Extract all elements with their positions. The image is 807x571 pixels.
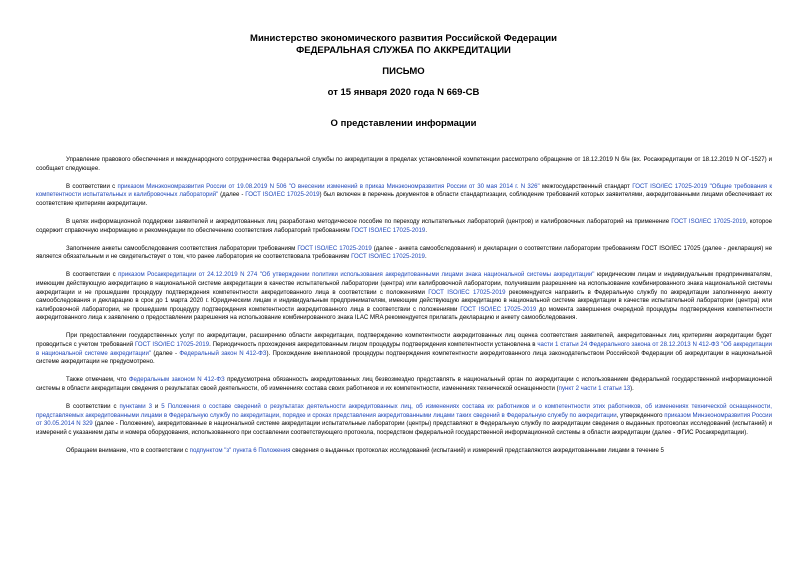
paragraph-text: ). bbox=[630, 384, 634, 392]
paragraph-text: ) был включен в перечень документов в области стандартизации, соблюдение требований которых заявителями, аккредитованными лицами обеспечивает их соответствие критериям аккредитации. bbox=[36, 191, 773, 207]
order-506-link[interactable]: приказом Минэкономразвития России от 19.08.2019 N 506 "О внесении изменений в приказ Минэкономразвития России от 30 мая 2014 г. N 326" bbox=[117, 182, 540, 190]
service-heading: ФЕДЕРАЛЬНАЯ СЛУЖБА ПО АККРЕДИТАЦИИ bbox=[296, 45, 511, 56]
paragraph-9 bbox=[36, 447, 772, 456]
gost-17025-link[interactable]: ГОСТ ISO/IEC 17025-2019 bbox=[134, 341, 210, 348]
paragraph-4 bbox=[36, 245, 772, 262]
paragraph-text: В целях информационной поддержки заявителей и аккредитованных лиц разработано методическое пособие по переходу испытательных лабораторий (центров) и калибровочных лабораторий на применение bbox=[66, 217, 672, 225]
law-412-link[interactable]: Федеральный закон N 412-ФЗ bbox=[179, 349, 267, 357]
document-type-heading: ПИСЬМО bbox=[382, 66, 425, 77]
paragraph-text: сведения о выданных протоколах исследований (испытаний) и измерений представляются аккредитованными лицами в течение 5 bbox=[290, 446, 664, 454]
regulation-point-5-link[interactable]: 5 Положения о составе сведений о результатах деятельности аккредитованных лиц, об изменениях состава их работников и о компетентности этих работников, об изменениях технической оснащенности, представляемых аккредитованными лицами в Федеральную службу по аккредитации, порядке и сроках представления аккредитованными лицами таких сведений в Федеральную службу по аккредитации bbox=[36, 402, 772, 419]
paragraph-text: (далее - Положение), аккредитованные в национальной системе аккредитации испытательные лаборатории (центры) представляют в Федеральную службу по аккредитации сведения о выданных протоколах исследований (испытаний) и измерений с указанием даты и номера оборудования, использованного при составлении соответствующего протокола, посредством федеральной государственной информационной системы в области аккредитации (далее - ФГИС Росаккредитации). bbox=[36, 420, 772, 436]
paragraph-text: . Периодичность прохождения аккредитованным лицом процедуры подтверждения компетентности установлена в bbox=[209, 341, 538, 348]
paragraph-text: В соответствии с bbox=[66, 182, 118, 190]
paragraph-text: (далее - bbox=[218, 191, 246, 199]
paragraph-text: , которое содержит справочную информацию и рекомендации по обеспечению соответствия лабораторий требованиям bbox=[36, 217, 773, 234]
gost-17025-title-link[interactable]: ГОСТ ISO/IEC 17025-2019 "Общие требования к компетентности испытательных и калибровочных лабораторий" bbox=[36, 182, 772, 199]
points-3-link[interactable]: пунктами 3 bbox=[119, 402, 152, 410]
article-13-link[interactable]: пункт 2 части 1 статьи 13 bbox=[558, 384, 631, 392]
paragraph-text: . bbox=[424, 253, 427, 261]
law-412-link[interactable]: Федеральным законом N 412-ФЗ bbox=[128, 376, 225, 384]
paragraph-text: ). Прохождение внеплановой процедуры подтверждения компетентности аккредитованного лица законодательством Российской Федерации об аккредитации в национальной системе аккредитации не предусмотрено. bbox=[36, 349, 773, 366]
paragraph-5 bbox=[36, 271, 772, 323]
paragraph-1 bbox=[36, 156, 772, 173]
paragraph-text: межгосударственный стандарт bbox=[539, 182, 633, 190]
paragraph-text: В соответствии с bbox=[66, 402, 120, 410]
gost-17025-link[interactable]: ГОСТ ISO/IEC 17025-2019 bbox=[460, 305, 537, 313]
gost-17025-link[interactable]: ГОСТ ISO/IEC 17025-2019 bbox=[245, 191, 320, 199]
order-274-link[interactable]: приказом Росаккредитации от 24.12.2019 N 274 "Об утверждении политики использования аккредитованными лицами знака национальной системы аккредитации" bbox=[118, 271, 595, 279]
paragraph-text: Обращаем внимание, что в соответствии с bbox=[66, 446, 190, 454]
order-329-link[interactable]: приказом Минэкономразвития России от 30.05.2014 N 329 bbox=[36, 411, 772, 428]
ministry-heading: Министерство экономического развития Российской Федерации bbox=[250, 33, 557, 44]
paragraph-text: до момента завершения очередной процедуры подтверждения компетентности аккредитованного лица к заявлению о предоставлении разрешения на использование комбинированного знака ILAC MRA рекомендуется прилагать декларацию и анкету самообследования. bbox=[36, 305, 772, 322]
paragraph-6 bbox=[36, 332, 772, 366]
paragraph-text: (далее - анкета самообследования) и декларации о соответствии лаборатории требованиям ГОСТ ISO/IEC 17025 (далее - декларация) не является обязательным и не свидетельствует о том, что ранее лаборатория не соответствовала требованиям bbox=[36, 244, 773, 261]
paragraph-text: Также отмечаем, что bbox=[66, 376, 129, 384]
paragraph-text: предусмотрена обязанность аккредитованных лиц безвозмездно представлять в национальный орган по аккредитации с использованием федеральной государственной информационной системы в области аккредитации сведения о результатах своей деятельности, об изменениях состава своих работников и их компетентности, изменениях технической оснащенности ( bbox=[36, 376, 772, 392]
paragraph-text: (далее - bbox=[151, 349, 180, 357]
paragraph-text: В соответствии с bbox=[66, 271, 119, 279]
law-412-article-24-link[interactable]: части 1 статьи 24 Федерального закона от 28.12.2013 N 412-ФЗ "Об аккредитации в национальной системе аккредитации" bbox=[36, 341, 773, 357]
document-subject: О представлении информации bbox=[330, 118, 477, 129]
gost-17025-link[interactable]: ГОСТ ISO/IEC 17025-2019 bbox=[428, 288, 506, 296]
letter-body bbox=[36, 156, 772, 465]
paragraph-text: и bbox=[151, 402, 162, 410]
regulation-point-6-link[interactable]: подпунктом "з" пункта 6 Положения bbox=[189, 446, 291, 454]
paragraph-text: , утвержденного bbox=[616, 411, 665, 419]
document-date-number: от 15 января 2020 года N 669-СВ bbox=[327, 87, 480, 98]
paragraph-2 bbox=[36, 183, 772, 209]
paragraph-text: При предоставлении государственных услуг по аккредитации, расширению области аккредитации, подтверждению компетентности аккредитованных лиц оценка соответствия заявителей, аккредитованных лиц критериям аккредитации будет проводиться с учетом требований bbox=[36, 332, 772, 348]
gost-17025-link[interactable]: ГОСТ ISO/IEC 17025-2019 bbox=[297, 244, 372, 252]
paragraph-text: юридическим лицам и индивидуальным предпринимателям, имеющим действующую аккредитацию в национальной системе аккредитации в качестве испытательной лаборатории (центра) или калибровочной лаборатории, получившим разрешение на использование комбинированного знака национальной системы аккредитации и не прошедшим процедуру подтверждения компетентности аккредитованного лица в соответствии с положениями bbox=[36, 271, 772, 296]
paragraph-text: . bbox=[425, 226, 428, 234]
paragraph-text: Управление правового обеспечения и международного сотрудничества Федеральной службы по аккредитации в пределах установленной компетенции рассмотрело обращение от 18.12.2019 N б/н (вх. Росаккредитации от 18.12.2019 N ОГ-1527) и сообщает следующее. bbox=[36, 156, 772, 172]
gost-17025-link[interactable]: ГОСТ ISO/IEC 17025-2019 bbox=[671, 217, 746, 225]
paragraph-text: рекомендуется направить в Федеральную службу по аккредитации заполненную анкету самообследования и декларацию в срок до 1 марта 2020 г. Юридическим лицам и индивидуальным предпринимателям, имеющим действующую аккредитацию в национальной системе аккредитации в качестве испытательной лаборатории (центра) или калибровочной лаборатории, не прошедшим процедуру подтверждения компетентности аккредитованного лица в соответствии с положениями bbox=[36, 288, 772, 313]
paragraph-text: Заполнение анкеты самообследования соответствия лаборатории требованиям bbox=[66, 244, 298, 252]
gost-17025-link[interactable]: ГОСТ ISO/IEC 17025-2019 bbox=[351, 226, 426, 234]
paragraph-7 bbox=[36, 376, 772, 393]
paragraph-8 bbox=[36, 403, 772, 437]
gost-17025-link[interactable]: ГОСТ ISO/IEC 17025-2019 bbox=[351, 253, 425, 261]
paragraph-3 bbox=[36, 218, 772, 235]
